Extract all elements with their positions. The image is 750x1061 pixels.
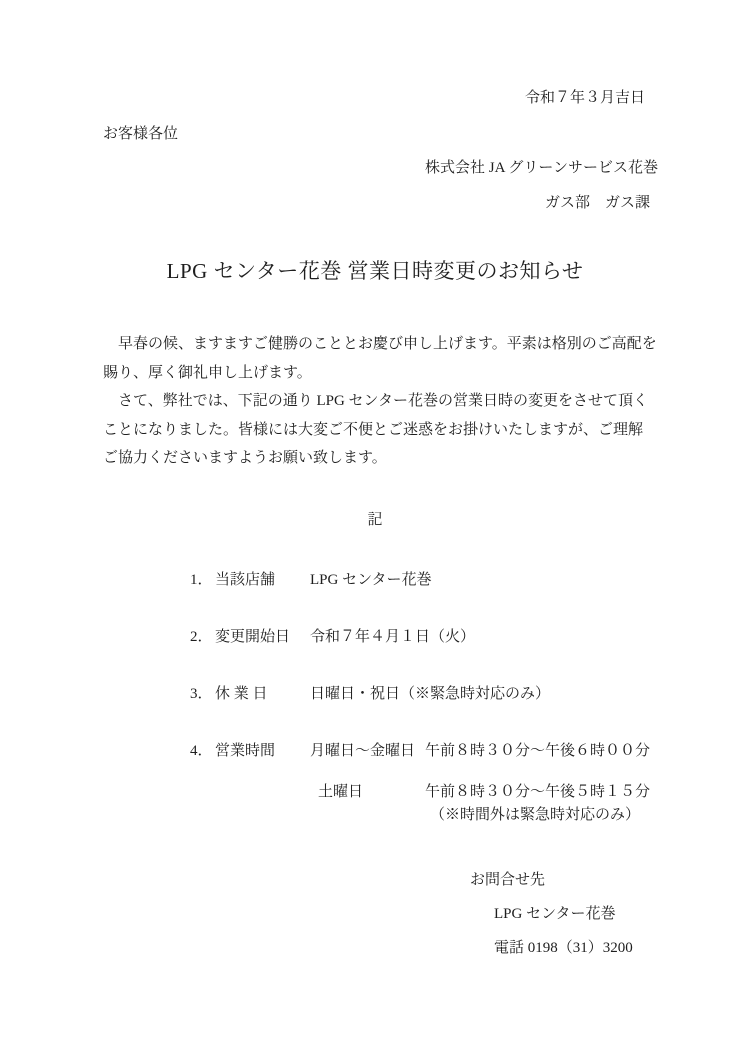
item-number: 3． [190, 686, 213, 702]
item-label: 変更開始日 [215, 629, 291, 645]
body-line: 早春の候、ますますご健勝のこととお慶び申し上げます。平素は格別のご高配を [103, 336, 657, 352]
hours-days: 月曜日～金曜日 [310, 743, 416, 759]
item-label: 当該店舗 [215, 572, 276, 588]
item-value: LPG センター花巻 [310, 572, 432, 588]
contact-heading: お問合せ先 [470, 872, 546, 888]
item-value: 日曜日・祝日（※緊急時対応のみ） [310, 686, 551, 702]
item-number: 1． [190, 572, 213, 588]
schedule-item-start-date [0, 625, 750, 647]
hours-time: 午前８時３０分～午後６時００分 [425, 743, 651, 759]
sender-department-line: ガス部 ガス課 [545, 195, 651, 211]
sender-company-line: 株式会社 JA グリーンサービス花巻 [425, 160, 659, 176]
document-title: LPG センター花巻 営業日時変更のお知らせ [166, 259, 584, 283]
contact-name: LPG センター花巻 [494, 906, 616, 922]
contact-phone: 電話 0198（31）3200 [494, 940, 633, 956]
hours-time: 午前８時３０分～午後５時１５分 [425, 784, 651, 800]
business-hours-saturday-row [0, 780, 750, 802]
recipient-line: お客様各位 [103, 126, 179, 142]
item-value: 令和７年４月１日（火） [310, 629, 476, 645]
schedule-item-closed-days [0, 682, 750, 704]
business-hours-note-row [0, 803, 750, 825]
body-line: ことになりました。皆様には大変ご不便とご迷惑をお掛けいたしますが、ご理解 [103, 421, 644, 438]
record-marker: 記 [367, 512, 383, 528]
hours-days: 土曜日 [318, 784, 364, 800]
body-line: ご協力くださいますようお願い致します。 [103, 450, 387, 466]
hours-note: （※時間外は緊急時対応のみ） [430, 807, 641, 823]
item-number: 4． [190, 743, 213, 759]
body-line: さて、弊社では、下記の通り LPG センター花巻の営業日時の変更をさせて頂く [103, 393, 648, 409]
body-paragraphs [103, 330, 657, 473]
item-label: 営業時間 [215, 743, 276, 759]
schedule-item-shop [0, 568, 750, 590]
item-label: 休 業 日 [215, 686, 268, 702]
schedule-item-business-hours [0, 739, 750, 761]
item-number: 2． [190, 629, 213, 645]
body-line: 賜り、厚く御礼申し上げます。 [103, 364, 312, 381]
date-line: 令和７年３月吉日 [524, 90, 645, 106]
